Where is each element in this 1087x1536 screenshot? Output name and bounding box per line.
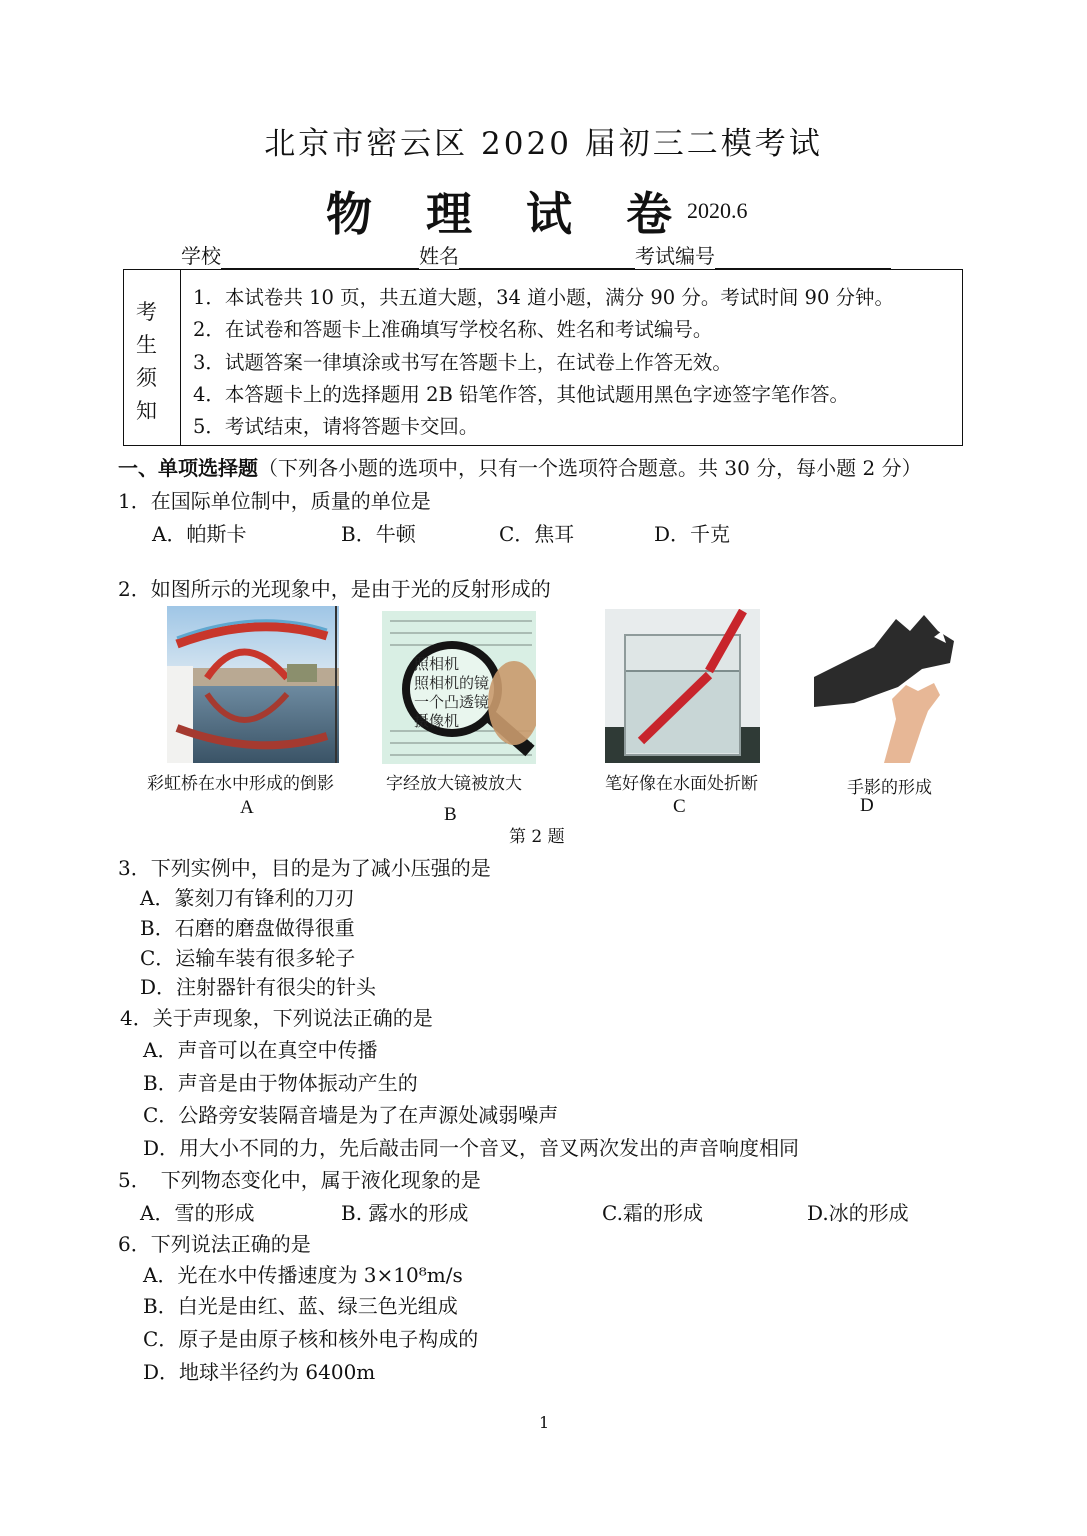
- figure-b-caption: 字经放大镜被放大: [386, 774, 522, 794]
- q5-option-c: C.霜的形成: [602, 1201, 703, 1225]
- q5-option-d: D.冰的形成: [807, 1201, 909, 1225]
- notice-heading-char: 须: [136, 366, 157, 390]
- figure-b-letter: B: [444, 804, 457, 825]
- figure-c-pencil-in-water: [605, 609, 760, 763]
- figure-a-bridge-reflection: [167, 606, 339, 763]
- magnified-line: 摄像机: [414, 712, 460, 730]
- figure-a-letter: A: [240, 797, 254, 818]
- q6-option-b: B．白光是由红、蓝、绿三色光组成: [143, 1294, 458, 1318]
- exam-number-blank[interactable]: [715, 248, 891, 269]
- q4-option-b: B．声音是由于物体振动产生的: [143, 1071, 418, 1095]
- glass-photo: [605, 609, 760, 763]
- q4-option-d: D．用大小不同的力，先后敲击同一个音叉，音叉两次发出的声音响度相同: [143, 1136, 800, 1160]
- q4-option-a: A．声音可以在真空中传播: [143, 1038, 378, 1062]
- question-6-stem: 6．下列说法正确的是: [118, 1232, 311, 1256]
- notice-item: 1．本试卷共 10 页，共五道大题，34 道小题，满分 90 分。考试时间 90 分钟。: [193, 286, 895, 309]
- q3-option-a: A．篆刻刀有锋利的刀刃: [140, 886, 355, 910]
- figure-b-magnifier: [382, 611, 536, 764]
- q1-option-a: A．帕斯卡: [152, 522, 247, 546]
- school-blank[interactable]: [221, 248, 419, 269]
- notice-item: 4．本答题卡上的选择题用 2B 铅笔作答，其他试题用黑色字迹签字笔作答。: [193, 383, 850, 406]
- question-5-stem: 5． 下列物态变化中，属于液化现象的是: [118, 1168, 481, 1192]
- school-label: 学校: [181, 244, 221, 268]
- q6-option-c: C．原子是由原子核和核外电子构成的: [143, 1327, 479, 1351]
- exam-number-label: 考试编号: [635, 244, 715, 268]
- notice-heading-char: 知: [136, 399, 157, 423]
- name-label: 姓名: [419, 244, 459, 268]
- exam-date: 2020.6: [687, 198, 748, 223]
- notice-heading: [124, 270, 181, 445]
- section-heading: [118, 452, 922, 481]
- magnifier-text: [414, 655, 494, 731]
- bridge-photo: [167, 606, 339, 763]
- student-info-row: [181, 240, 891, 269]
- subject-title-char: 物: [326, 187, 372, 241]
- notice-item: 5．考试结束，请将答题卡交回。: [193, 415, 479, 438]
- figure-label: 第 2 题: [509, 827, 565, 847]
- q3-option-c: C．运输车装有很多轮子: [140, 946, 356, 970]
- figure-d-caption: 手影的形成: [847, 778, 932, 798]
- question-2-stem: 2．如图所示的光现象中，是由于光的反射形成的: [118, 577, 551, 601]
- figure-d-letter: D: [860, 795, 874, 816]
- section-title: 一、单项选择题: [118, 456, 258, 480]
- q1-option-d: D．千克: [654, 522, 731, 546]
- q5-option-a: A．雪的形成: [140, 1201, 255, 1225]
- notice-box: [123, 269, 963, 446]
- figure-d-hand-shadow: [814, 607, 960, 763]
- q5-option-b: B. 露水的形成: [341, 1201, 469, 1225]
- subject-title-char: 试: [526, 187, 572, 241]
- magnified-line: 照相机: [414, 655, 460, 673]
- subject-title-char: 理: [426, 187, 472, 241]
- magnified-line: 照相机的镜: [414, 674, 490, 692]
- figure-c-letter: C: [673, 796, 686, 817]
- q1-option-c: C．焦耳: [499, 522, 575, 546]
- q4-option-c: C．公路旁安装隔音墙是为了在声源处减弱噪声: [143, 1103, 559, 1127]
- exam-title: 北京市密云区 2020 届初三二模考试: [264, 126, 823, 162]
- hand-shadow-photo: [814, 607, 960, 763]
- q6-option-d: D．地球半径约为 6400m: [143, 1360, 376, 1384]
- q3-option-d: D．注射器针有很尖的针头: [140, 975, 377, 999]
- q3-option-b: B．石磨的磨盘做得很重: [140, 916, 355, 940]
- name-blank[interactable]: [459, 248, 635, 269]
- section-description: （下列各小题的选项中，只有一个选项符合题意。共 30 分，每小题 2 分）: [258, 456, 922, 480]
- question-1-stem: 1．在国际单位制中，质量的单位是: [118, 489, 431, 513]
- question-3-stem: 3．下列实例中，目的是为了减小压强的是: [118, 856, 491, 880]
- subject-title-char: 卷: [626, 187, 672, 241]
- q1-option-b: B．牛顿: [341, 522, 416, 546]
- notice-heading-char: 考: [136, 300, 157, 324]
- magnified-line: 一个凸透镜: [414, 693, 490, 711]
- page-number: 1: [539, 1413, 550, 1432]
- notice-heading-char: 生: [136, 333, 157, 357]
- q6-option-a: A．光在水中传播速度为 3×10⁸m/s: [143, 1263, 463, 1287]
- notice-item: 3．试题答案一律填涂或书写在答题卡上，在试卷上作答无效。: [193, 351, 732, 374]
- question-4-stem: 4．关于声现象，下列说法正确的是: [120, 1006, 433, 1030]
- notice-item: 2．在试卷和答题卡上准确填写学校名称、姓名和考试编号。: [193, 318, 713, 341]
- figure-a-caption: 彩虹桥在水中形成的倒影: [147, 774, 334, 794]
- figure-c-caption: 笔好像在水面处折断: [605, 774, 758, 794]
